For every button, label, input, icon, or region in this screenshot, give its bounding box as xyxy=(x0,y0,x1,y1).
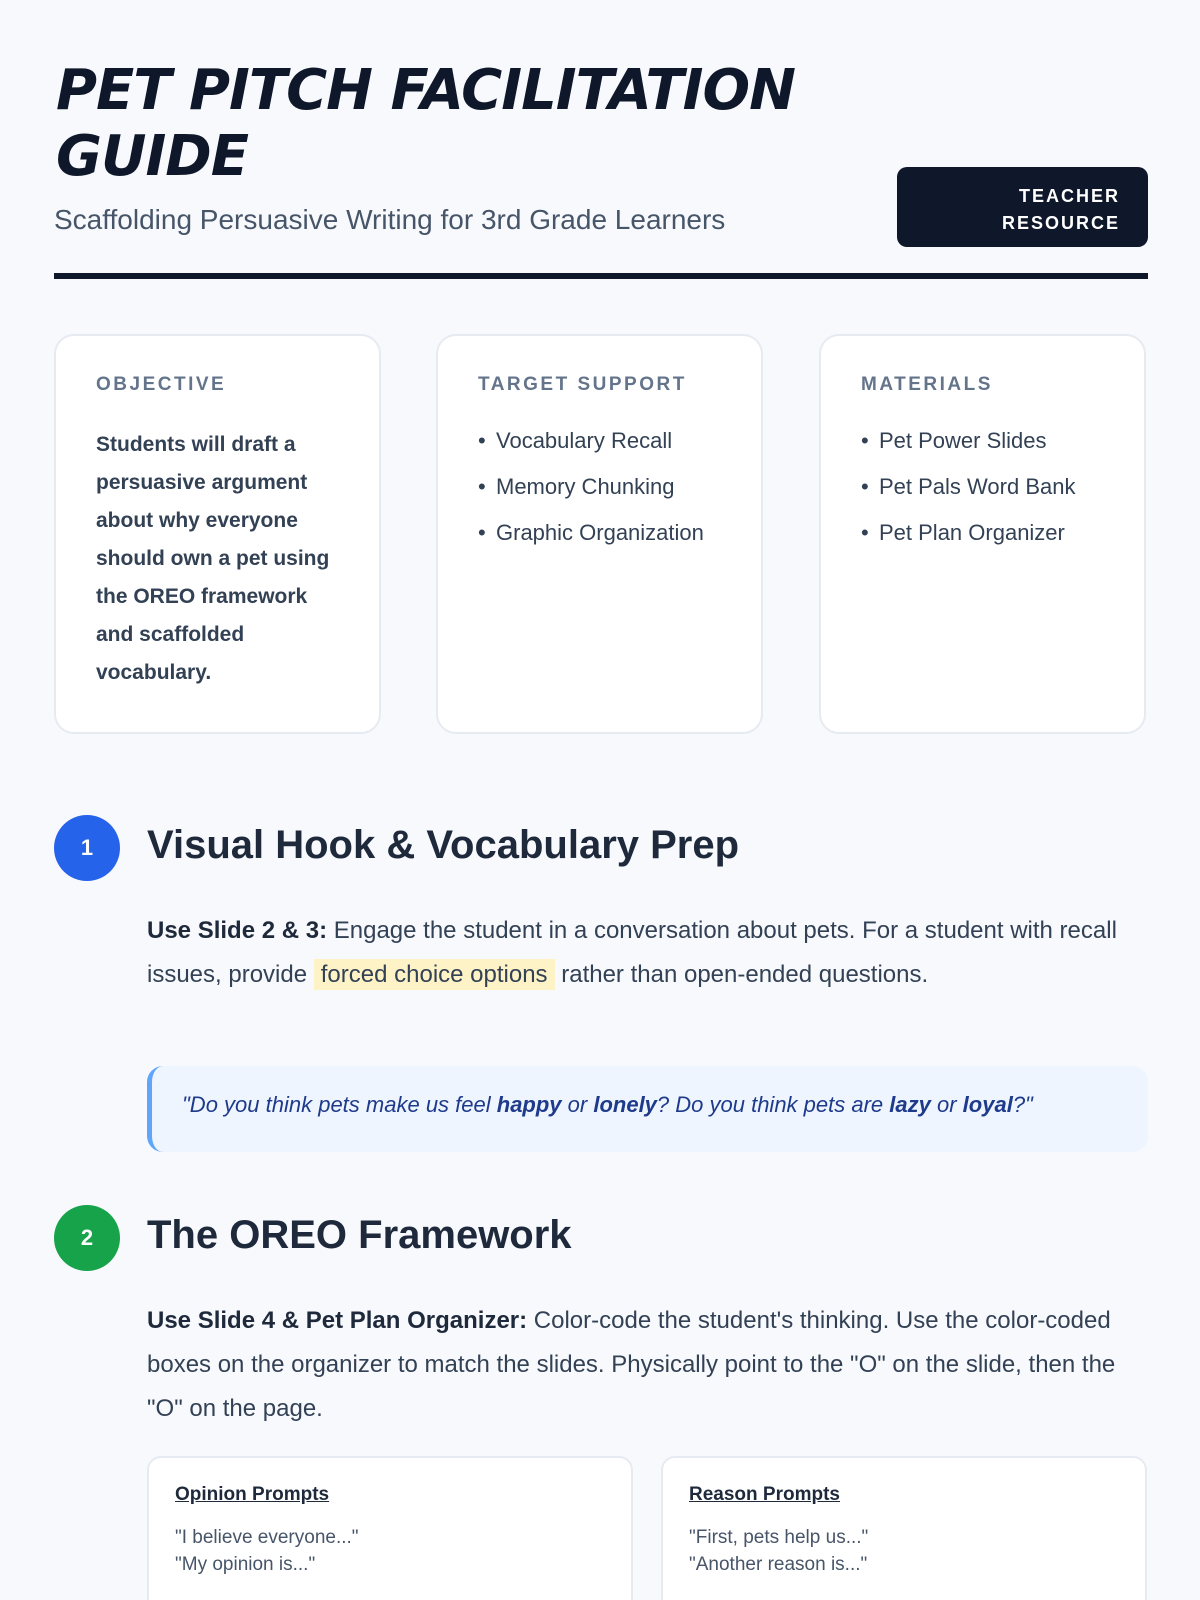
list-item: • Pet Power Slides xyxy=(861,426,1106,456)
reason-prompts-box xyxy=(661,1456,1147,1600)
objective-text: Students will draft a persuasive argument about why everyone should own a pet using the OREO framework and scaffolded vocabulary. xyxy=(96,433,330,684)
section-2-lead: Use Slide 4 & Pet Plan Organizer: xyxy=(147,1307,528,1334)
prompt-line: "First, pets help us..." xyxy=(689,1527,869,1548)
quote-word-loyal: loyal xyxy=(962,1092,1013,1117)
badge-line-2: RESOURCE xyxy=(1001,213,1120,233)
list-item: • Vocabulary Recall xyxy=(478,426,723,456)
list-item: • Pet Pals Word Bank xyxy=(861,472,1106,502)
target-support-card xyxy=(436,334,763,734)
quote-word-lazy: lazy xyxy=(889,1092,931,1117)
example-question-quote: "Do you think pets make us feel happy or lonely? Do you think pets are lazy or loyal?" xyxy=(147,1066,1148,1152)
prompt-line: "Another reason is..." xyxy=(689,1554,868,1575)
list-item: • Graphic Organization xyxy=(478,518,723,548)
opinion-prompts-box xyxy=(147,1456,633,1600)
quote-word-happy: happy xyxy=(496,1092,562,1117)
materials-list xyxy=(861,426,1106,548)
objective-card xyxy=(54,334,381,734)
header-divider xyxy=(54,273,1148,279)
target-support-list xyxy=(478,426,723,548)
section-2-title: The OREO Framework xyxy=(147,1213,572,1257)
bullet-icon: • xyxy=(478,474,486,499)
teacher-resource-badge xyxy=(897,167,1148,247)
page-title: PET PITCH FACILITATION GUIDE xyxy=(56,58,795,189)
materials-title: MATERIALS xyxy=(861,374,993,395)
page-subtitle: Scaffolding Persuasive Writing for 3rd Grade Learners xyxy=(54,204,726,235)
section-2-text: Use Slide 4 & Pet Plan Organizer: Color-code the student's thinking. Use the color-coded boxes on the organizer to match the slides. Physically point to the "O" on the slide, then the "O" on the page. xyxy=(147,1307,1116,1422)
quote-word-lonely: lonely xyxy=(593,1092,657,1117)
prompt-line: "My opinion is..." xyxy=(175,1554,316,1575)
highlight-forced-choice: forced choice options xyxy=(314,959,555,990)
badge-line-1: TEACHER xyxy=(1018,186,1120,206)
bullet-icon: • xyxy=(861,474,869,499)
bullet-icon: • xyxy=(861,520,869,545)
prompt-line: "I believe everyone..." xyxy=(175,1527,359,1548)
list-item: • Memory Chunking xyxy=(478,472,723,502)
target-support-title: TARGET SUPPORT xyxy=(478,374,687,395)
section-1-lead: Use Slide 2 & 3: xyxy=(147,917,328,944)
step-2-badge: 2 xyxy=(54,1205,120,1271)
bullet-icon: • xyxy=(478,428,486,453)
section-1-text: Use Slide 2 & 3: Engage the student in a conversation about pets. For a student with recall issues, provide forced choice options rather than open-ended questions. xyxy=(147,917,1117,988)
section-1-title: Visual Hook & Vocabulary Prep xyxy=(147,823,740,867)
opinion-prompts-title: Opinion Prompts xyxy=(175,1484,330,1505)
bullet-icon: • xyxy=(478,520,486,545)
reason-prompts-title: Reason Prompts xyxy=(689,1484,840,1505)
list-item: • Pet Plan Organizer xyxy=(861,518,1106,548)
materials-card xyxy=(819,334,1146,734)
bullet-icon: • xyxy=(861,428,869,453)
step-1-badge: 1 xyxy=(54,815,120,881)
objective-title: OBJECTIVE xyxy=(96,374,227,395)
